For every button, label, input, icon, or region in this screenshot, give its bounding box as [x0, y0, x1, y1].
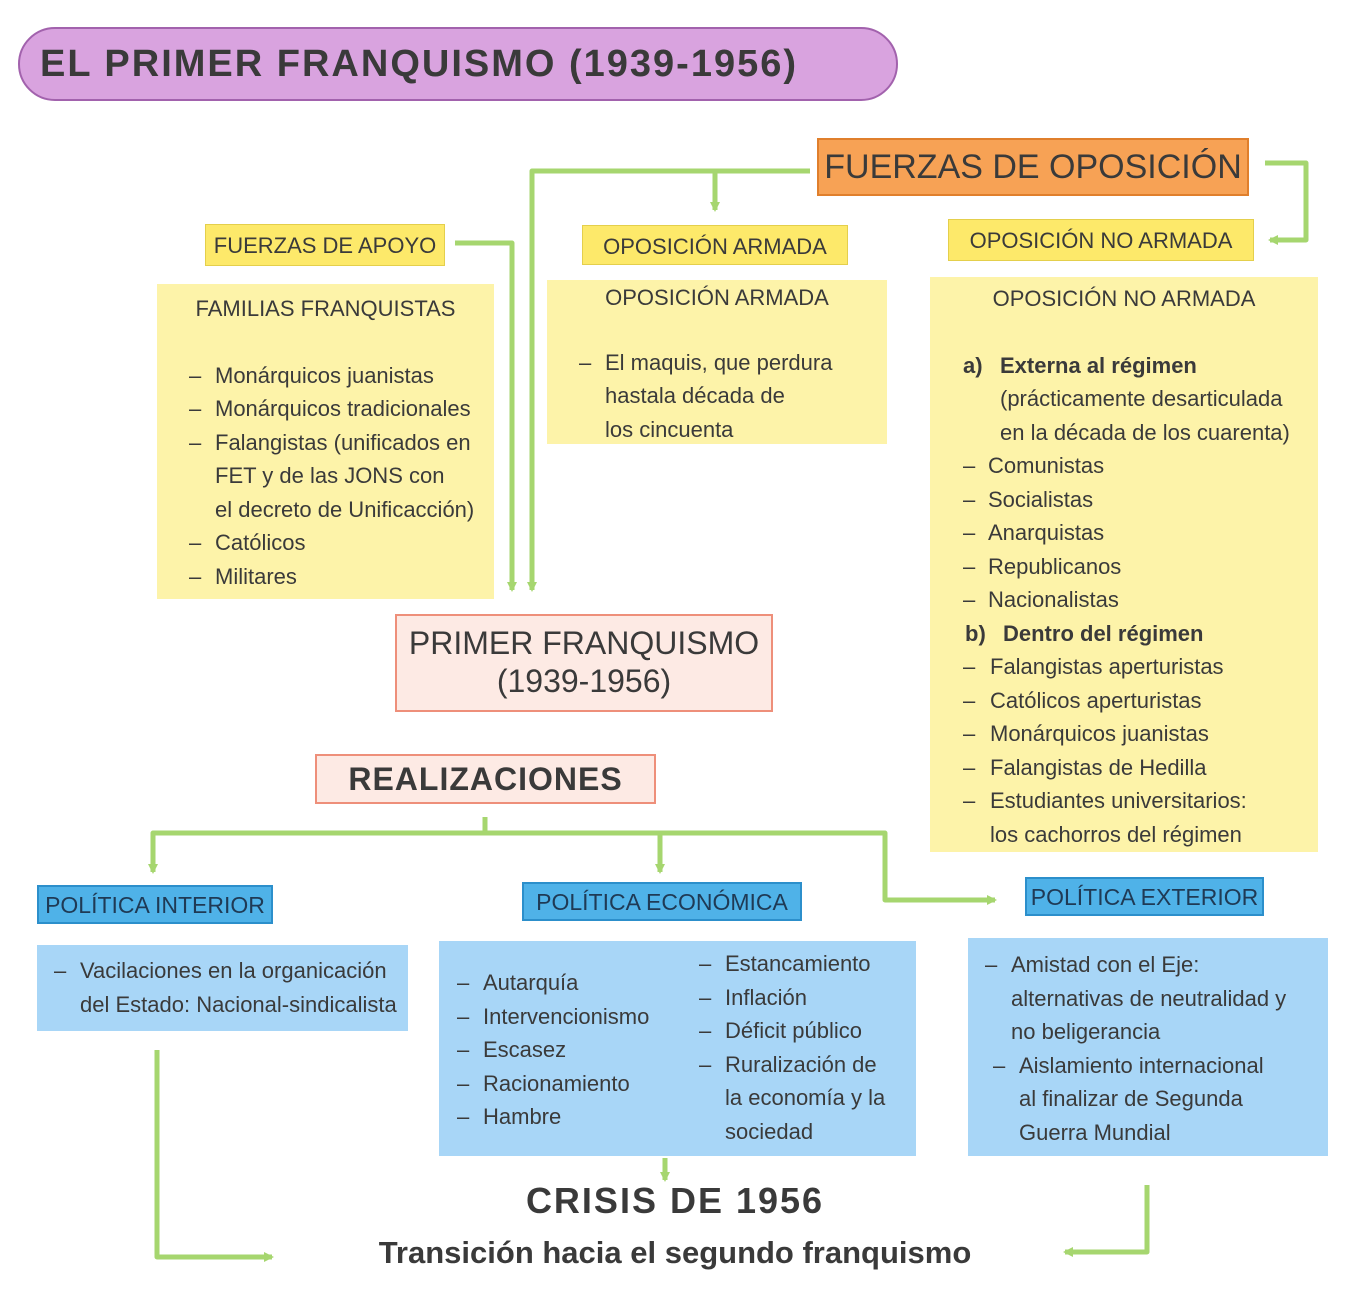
list-item [157, 359, 494, 393]
interior-list [37, 954, 408, 1021]
page-title: EL PRIMER FRANQUISMO (1939-1956) [18, 27, 898, 101]
list-item-line: Guerra Mundial [1019, 1119, 1171, 1145]
armed-box [547, 280, 887, 444]
unarmed-label: OPOSICIÓN NO ARMADA [948, 219, 1254, 261]
dash-bullet: – [457, 1003, 470, 1029]
center-box [395, 614, 773, 712]
unarmed-box [930, 277, 1318, 852]
list-item-line: no beligerancia [1011, 1019, 1161, 1044]
list-item [930, 684, 1318, 718]
list-item-line: Católicos [215, 530, 306, 555]
list-item-line: Falangistas de Hedilla [990, 754, 1207, 780]
list-item-line: el decreto de Unificacción) [215, 496, 475, 522]
section-a-marker: a) [963, 352, 983, 378]
list-item-line: los cachorros del régimen [990, 821, 1242, 847]
arrow-interior-to-crisis [157, 1050, 272, 1257]
support-list [157, 359, 494, 594]
economica-label: POLÍTICA ECONÓMICA [522, 882, 802, 921]
list-item-line: Vacilaciones en la organicación [80, 958, 387, 983]
arrow-exterior-to-crisis [1065, 1185, 1147, 1252]
economica-col1 [427, 966, 677, 1134]
economica-col2 [667, 947, 917, 1148]
list-item [930, 449, 1318, 483]
list-item-line: sociedad [725, 1118, 814, 1144]
list-item-line: Ruralización de [725, 1051, 877, 1077]
dash-bullet: – [699, 951, 712, 976]
interior-label: POLÍTICA INTERIOR [37, 885, 273, 924]
list-item-line: Monárquicos tradicionales [215, 396, 471, 421]
dash-bullet: – [189, 396, 202, 421]
list-item-line: Comunistas [988, 453, 1105, 478]
section-b-title-text: Dentro del régimen [1003, 620, 1204, 646]
armed-heading: OPOSICIÓN ARMADA [605, 285, 829, 310]
crisis-title: CRISIS DE 1956 [525, 1180, 825, 1221]
list-item [930, 751, 1318, 785]
arrow-opposition-to-armed [715, 171, 810, 210]
dash-bullet: – [963, 721, 976, 746]
list-item [667, 947, 917, 981]
transition-subtitle: Transición hacia el segundo franquismo [378, 1235, 972, 1270]
list-item [157, 560, 494, 594]
list-item-line: Estancamiento [725, 951, 871, 976]
list-item [157, 526, 494, 560]
list-item [427, 1067, 677, 1101]
dash-bullet: – [985, 952, 998, 977]
dash-bullet: – [457, 1104, 470, 1129]
section-a-title [930, 349, 1318, 383]
list-item-line: Aislamiento internacional [1019, 1052, 1264, 1078]
list-item-line: Inflación [725, 984, 807, 1010]
dash-bullet: – [699, 984, 712, 1010]
list-item [976, 1049, 1328, 1150]
armed-label: OPOSICIÓN ARMADA [582, 225, 848, 265]
list-item-line: Militares [215, 563, 297, 589]
list-item-line: Intervencionismo [483, 1003, 650, 1029]
list-item [930, 650, 1318, 684]
list-item [427, 966, 677, 1000]
list-item-line: los cincuenta [605, 416, 734, 442]
list-item-line: al finalizar de Segunda [1019, 1086, 1243, 1111]
list-item-line: Monárquicos juanistas [215, 362, 434, 388]
list-item-line: Hambre [483, 1104, 562, 1129]
dash-bullet: – [993, 1052, 1006, 1078]
section-a-note [930, 382, 1318, 449]
list-item [157, 392, 494, 426]
dash-bullet: – [963, 520, 976, 545]
interior-box [37, 945, 408, 1031]
list-item-line: Falangistas aperturistas [990, 654, 1224, 679]
unarmed-heading: OPOSICIÓN NO ARMADA [992, 286, 1256, 311]
dash-bullet: – [579, 349, 592, 375]
arrow-realizaciones-to-interior [153, 817, 485, 872]
exterior-list [968, 948, 1328, 1149]
dash-bullet: – [963, 754, 976, 780]
dash-bullet: – [189, 530, 202, 555]
dash-bullet: – [457, 970, 470, 995]
dash-bullet: – [189, 563, 202, 589]
section-a-list [930, 449, 1318, 617]
dash-bullet: – [963, 553, 976, 579]
list-item [427, 1033, 677, 1067]
dash-bullet: – [189, 362, 202, 388]
center-title: PRIMER FRANQUISMO [408, 625, 760, 661]
list-item-line: Escasez [483, 1037, 567, 1062]
list-item-line: Socialistas [988, 486, 1094, 512]
dash-bullet: – [189, 429, 202, 455]
realizaciones-box: REALIZACIONES [315, 754, 656, 804]
exterior-box [968, 938, 1328, 1156]
list-item-line: Falangistas (unificados en [215, 429, 471, 455]
list-item [930, 583, 1318, 617]
dash-bullet: – [963, 486, 976, 512]
list-item-line: Nacionalistas [988, 587, 1119, 612]
list-item-line: Estudiantes universitarios: [990, 788, 1247, 813]
list-item [547, 346, 887, 447]
section-a-note-line: en la década de los cuarenta) [1000, 419, 1290, 445]
section-b-marker: b) [965, 620, 986, 646]
dash-bullet: – [699, 1051, 712, 1077]
list-item [930, 516, 1318, 550]
dash-bullet: – [457, 1037, 470, 1062]
list-item [37, 954, 408, 1021]
list-item [667, 1048, 917, 1149]
exterior-label: POLÍTICA EXTERIOR [1025, 877, 1264, 916]
list-item-line: del Estado: Nacional-sindicalista [80, 991, 397, 1017]
section-b-list [930, 650, 1318, 851]
list-item-line: El maquis, que perdura [605, 349, 833, 375]
arrow-opposition-to-unarmed [1265, 163, 1306, 240]
list-item-line: la economía y la [725, 1085, 886, 1110]
list-item-line: Autarquía [483, 970, 579, 995]
list-item-line: Amistad con el Eje: [1011, 952, 1200, 977]
list-item-line: FET y de las JONS con [215, 463, 445, 488]
dash-bullet: – [963, 687, 976, 713]
dash-bullet: – [699, 1018, 712, 1043]
list-item-line: hastala década de [605, 383, 785, 408]
support-heading: FAMILIAS FRANQUISTAS [195, 296, 456, 321]
list-item-line: Monárquicos juanistas [990, 721, 1209, 746]
economica-box [439, 941, 916, 1156]
dash-bullet: – [54, 958, 67, 983]
list-item [968, 948, 1328, 1049]
dash-bullet: – [963, 453, 976, 478]
dash-bullet: – [963, 587, 976, 612]
dash-bullet: – [963, 654, 976, 679]
center-years: (1939-1956) [496, 663, 672, 699]
list-item [930, 550, 1318, 584]
list-item [930, 784, 1318, 851]
section-b-title [930, 617, 1318, 651]
list-item-line: Republicanos [988, 553, 1122, 579]
list-item [667, 981, 917, 1015]
list-item-line: Católicos aperturistas [990, 687, 1202, 713]
dash-bullet: – [457, 1070, 470, 1096]
list-item-line: Déficit público [725, 1018, 862, 1043]
dash-bullet: – [963, 788, 976, 813]
list-item [427, 1000, 677, 1034]
section-a-title-text: Externa al régimen [1000, 352, 1197, 378]
list-item-line: alternativas de neutralidad y [1011, 985, 1287, 1011]
list-item [157, 426, 494, 527]
list-item [930, 483, 1318, 517]
armed-list [547, 346, 887, 447]
support-label: FUERZAS DE APOYO [205, 224, 445, 266]
list-item [930, 717, 1318, 751]
section-a-note-line: (prácticamente desarticulada [1000, 386, 1283, 411]
support-box [157, 284, 494, 599]
opposition-header: FUERZAS DE OPOSICIÓN [817, 138, 1249, 196]
list-item-line: Anarquistas [988, 520, 1105, 545]
list-item [667, 1014, 917, 1048]
list-item-line: Racionamiento [483, 1070, 630, 1096]
list-item [427, 1100, 677, 1134]
